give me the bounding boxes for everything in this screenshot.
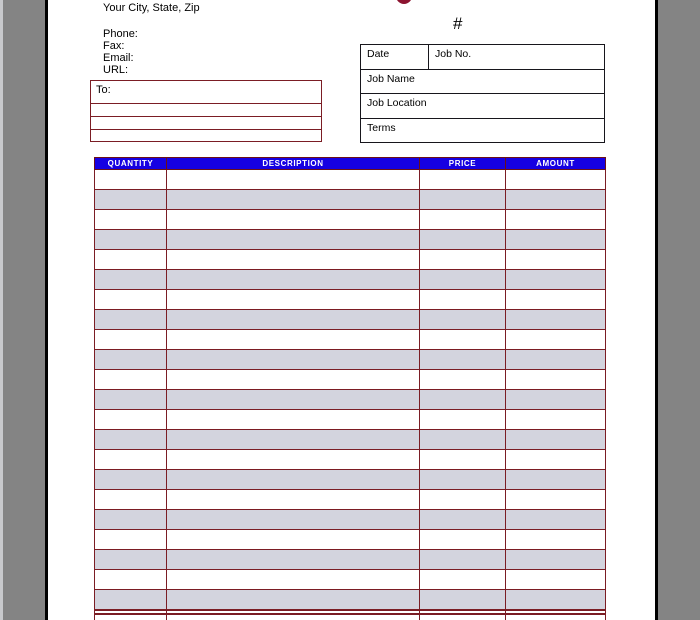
cell-description[interactable] xyxy=(167,250,420,270)
cell-quantity[interactable] xyxy=(95,330,167,350)
date-label: Date xyxy=(367,48,390,60)
company-city-state-zip: Your City, State, Zip xyxy=(103,2,200,14)
cell-price[interactable] xyxy=(420,530,506,550)
cell-description[interactable] xyxy=(167,530,420,550)
table-row[interactable] xyxy=(95,450,606,470)
table-row[interactable] xyxy=(95,470,606,490)
job-details-column-divider xyxy=(428,45,429,69)
table-bottom-rule-inner xyxy=(94,613,605,615)
job-details-row-job-name[interactable] xyxy=(361,70,604,95)
table-row[interactable] xyxy=(95,510,606,530)
table-row[interactable] xyxy=(95,190,606,210)
cell-amount[interactable] xyxy=(506,290,606,310)
cell-amount[interactable] xyxy=(506,590,606,610)
cell-quantity[interactable] xyxy=(95,350,167,370)
table-row[interactable] xyxy=(95,310,606,330)
cell-description[interactable] xyxy=(167,170,420,190)
cell-quantity[interactable] xyxy=(95,230,167,250)
cell-quantity[interactable] xyxy=(95,250,167,270)
cell-description[interactable] xyxy=(167,590,420,610)
cell-amount[interactable] xyxy=(506,410,606,430)
cell-quantity[interactable] xyxy=(95,430,167,450)
cell-price[interactable] xyxy=(420,170,506,190)
table-row[interactable] xyxy=(95,410,606,430)
company-phone-label: Phone: xyxy=(103,28,138,40)
cell-description[interactable] xyxy=(167,450,420,470)
table-header-row xyxy=(95,158,606,170)
cell-price[interactable] xyxy=(420,410,506,430)
cell-price[interactable] xyxy=(420,290,506,310)
table-row[interactable] xyxy=(95,550,606,570)
cell-price[interactable] xyxy=(420,370,506,390)
cell-quantity[interactable] xyxy=(95,490,167,510)
cell-amount[interactable] xyxy=(506,250,606,270)
cell-price[interactable] xyxy=(420,490,506,510)
table-bottom-rule-outer xyxy=(94,609,605,611)
cell-amount[interactable] xyxy=(506,430,606,450)
cell-description[interactable] xyxy=(167,470,420,490)
company-email-label: Email: xyxy=(103,52,134,64)
cell-amount[interactable] xyxy=(506,230,606,250)
cell-price[interactable] xyxy=(420,250,506,270)
cell-price[interactable] xyxy=(420,430,506,450)
cell-quantity[interactable] xyxy=(95,550,167,570)
table-row[interactable] xyxy=(95,590,606,610)
cell-description[interactable] xyxy=(167,290,420,310)
cell-price[interactable] xyxy=(420,510,506,530)
table-row[interactable] xyxy=(95,330,606,350)
table-row[interactable] xyxy=(95,370,606,390)
cell-amount[interactable] xyxy=(506,190,606,210)
cell-quantity[interactable] xyxy=(95,290,167,310)
company-logo-icon xyxy=(396,0,412,4)
bill-to-label: To: xyxy=(96,84,111,96)
cell-quantity[interactable] xyxy=(95,570,167,590)
cell-quantity[interactable] xyxy=(95,370,167,390)
cell-amount[interactable] xyxy=(506,510,606,530)
line-items-body xyxy=(95,170,606,620)
workspace-gutter-left xyxy=(3,0,45,620)
cell-amount[interactable] xyxy=(506,450,606,470)
column-header-quantity[interactable]: QUANTITY xyxy=(95,158,167,170)
cell-amount[interactable] xyxy=(506,470,606,490)
table-row[interactable] xyxy=(95,290,606,310)
cell-description[interactable] xyxy=(167,510,420,530)
cell-quantity[interactable] xyxy=(95,270,167,290)
cell-price[interactable] xyxy=(420,450,506,470)
table-row[interactable] xyxy=(95,430,606,450)
job-location-label: Job Location xyxy=(367,97,427,109)
cell-description[interactable] xyxy=(167,230,420,250)
cell-description[interactable] xyxy=(167,430,420,450)
invoice-number-mark: # xyxy=(453,14,463,33)
cell-price[interactable] xyxy=(420,550,506,570)
cell-price[interactable] xyxy=(420,270,506,290)
cell-description[interactable] xyxy=(167,370,420,390)
bill-to-box[interactable] xyxy=(90,80,322,142)
cell-description[interactable] xyxy=(167,550,420,570)
cell-quantity[interactable] xyxy=(95,210,167,230)
cell-quantity[interactable] xyxy=(95,190,167,210)
cell-description[interactable] xyxy=(167,270,420,290)
cell-quantity[interactable] xyxy=(95,450,167,470)
column-header-price[interactable]: PRICE xyxy=(420,158,506,170)
cell-description[interactable] xyxy=(167,490,420,510)
cell-amount[interactable] xyxy=(506,270,606,290)
table-row[interactable] xyxy=(95,350,606,370)
terms-label: Terms xyxy=(367,121,396,134)
cell-description[interactable] xyxy=(167,350,420,370)
cell-quantity[interactable] xyxy=(95,410,167,430)
company-fax-label: Fax: xyxy=(103,40,125,52)
company-url-label: URL: xyxy=(103,64,129,76)
cell-amount[interactable] xyxy=(506,570,606,590)
job-no-label: Job No. xyxy=(435,48,472,60)
cell-quantity[interactable] xyxy=(95,510,167,530)
cell-amount[interactable] xyxy=(506,390,606,410)
cell-price[interactable] xyxy=(420,390,506,410)
table-row[interactable] xyxy=(95,210,606,230)
cell-description[interactable] xyxy=(167,190,420,210)
cell-price[interactable] xyxy=(420,330,506,350)
job-details-box xyxy=(360,44,605,143)
bill-to-row[interactable] xyxy=(91,130,321,142)
cell-quantity[interactable] xyxy=(95,390,167,410)
table-row[interactable] xyxy=(95,570,606,590)
cell-price[interactable] xyxy=(420,470,506,490)
table-row[interactable] xyxy=(95,170,606,190)
cell-amount[interactable] xyxy=(506,330,606,350)
cell-amount[interactable] xyxy=(506,550,606,570)
cell-amount[interactable] xyxy=(506,210,606,230)
cell-amount[interactable] xyxy=(506,170,606,190)
column-header-description[interactable]: DESCRIPTION xyxy=(167,158,420,170)
cell-amount[interactable] xyxy=(506,350,606,370)
table-row[interactable] xyxy=(95,390,606,410)
job-name-label: Job Name xyxy=(367,72,415,85)
cell-amount[interactable] xyxy=(506,310,606,330)
cell-quantity[interactable] xyxy=(95,170,167,190)
cell-quantity[interactable] xyxy=(95,310,167,330)
job-details-row-terms[interactable] xyxy=(361,119,604,144)
cell-price[interactable] xyxy=(420,310,506,330)
invoice-page xyxy=(48,0,655,620)
bill-to-row[interactable] xyxy=(91,104,321,117)
cell-description[interactable] xyxy=(167,410,420,430)
table-row[interactable] xyxy=(95,230,606,250)
cell-description[interactable] xyxy=(167,310,420,330)
cell-quantity[interactable] xyxy=(95,530,167,550)
cell-price[interactable] xyxy=(420,590,506,610)
cell-amount[interactable] xyxy=(506,490,606,510)
bill-to-row[interactable] xyxy=(91,117,321,130)
cell-description[interactable] xyxy=(167,570,420,590)
column-header-amount[interactable]: AMOUNT xyxy=(506,158,606,170)
page-border-right xyxy=(655,0,658,620)
cell-price[interactable] xyxy=(420,570,506,590)
cell-description[interactable] xyxy=(167,210,420,230)
workspace-gutter-right xyxy=(658,0,700,620)
cell-price[interactable] xyxy=(420,190,506,210)
bill-to-row[interactable] xyxy=(91,81,321,104)
job-details-row-job-location[interactable] xyxy=(361,94,604,119)
job-details-row-date[interactable] xyxy=(361,45,604,70)
cell-price[interactable] xyxy=(420,350,506,370)
table-row[interactable] xyxy=(95,250,606,270)
line-items-table xyxy=(94,157,606,620)
cell-description[interactable] xyxy=(167,330,420,350)
cell-amount[interactable] xyxy=(506,530,606,550)
table-row[interactable] xyxy=(95,530,606,550)
cell-amount[interactable] xyxy=(506,370,606,390)
table-row[interactable] xyxy=(95,270,606,290)
cell-price[interactable] xyxy=(420,210,506,230)
cell-quantity[interactable] xyxy=(95,470,167,490)
cell-price[interactable] xyxy=(420,230,506,250)
table-row[interactable] xyxy=(95,490,606,510)
cell-quantity[interactable] xyxy=(95,590,167,610)
cell-description[interactable] xyxy=(167,390,420,410)
